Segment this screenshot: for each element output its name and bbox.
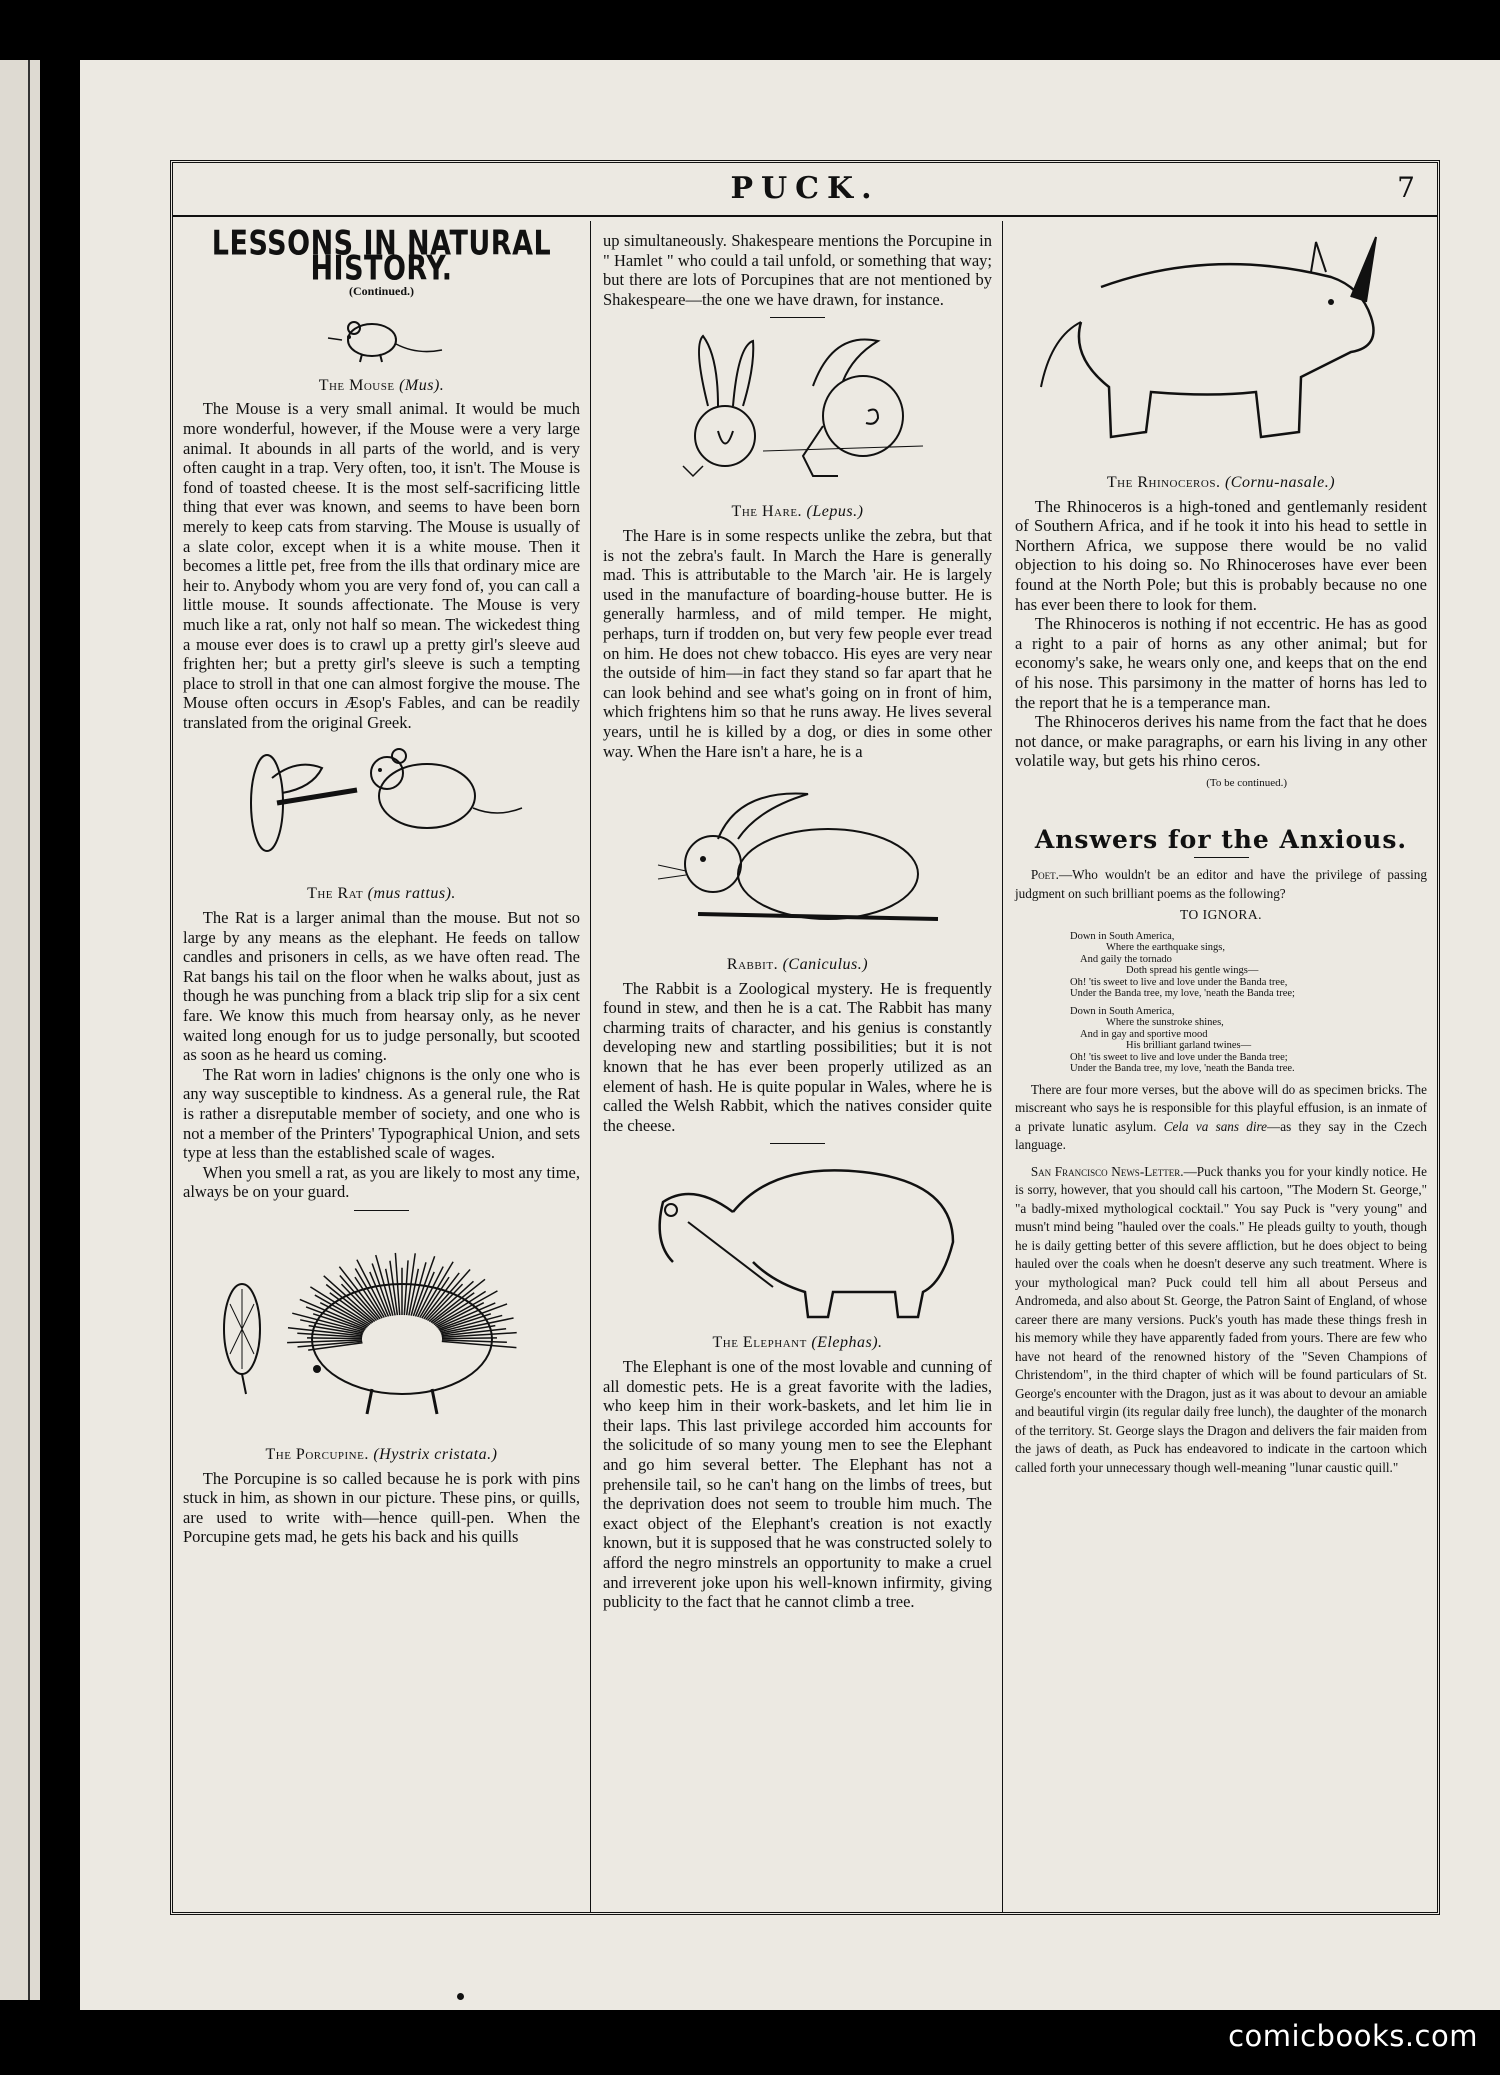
answers-heading: Answers for the Anxious. — [1034, 824, 1408, 854]
rabbit-paragraph: The Rabbit is a Zoological mystery. He is frequently found in stew, and then he is a cat. The Rabbit has many charming traits of character, and his genius is constantly developing new and startling possibilities; but it is not known that he has ever been properly utilized as an element of hash. He is quite popular in Wales, where he is called the Welsh Rabbit, which the natives consider quite the cheese. — [603, 978, 992, 1135]
newspaper-page — [80, 60, 1500, 2010]
sf-newsletter-answer: San Francisco News-Letter.—Puck thanks you for your kindly notice. He is sorry, however, that you should call his cartoon, "The Modern St. George," "a badly-mixed mythological cocktail." You say Puck is "very young" and musn't mind being "hauled over the coals." He pleads guilty to youth, though he is daily getting better of this severe affliction, but he does object to being hauled over the coals when he doesn't deserve any such treatment. Where is your mythological man? Puck could tell him all about Perseus and Andromeda, and also about St. George, the Patron Saint of England, of whose career there are many versions. Puck's youth has made these things fresh in his memory while they have apparently faded from yours. There are few who have not heard of the renowned history of the "Seven Champions of Christendom", in the third chapter of which will be found particulars of St. George's encounter with the Dragon, just as it was about to devour an amiable and beautiful virgin (its regular daily free lunch), the daughter of the monarch of the territory. St. George slays the Dragon and delivers the fair maiden from the jaws of death, as Puck has endeavored to indicate in the cartoon which called forth your unnecessary though well-meaning "lunar caustic quill." — [1015, 1163, 1427, 1475]
elephant-paragraph: The Elephant is one of the most lovable and cunning of all domestic pets. He is a great favorite with the ladies, who keep him in their work-baskets, and let him lie in their laps. This last privilege accorded him accounts for the solicitude of so many young men to see the Elephant and go him several better. The Elephant has not a prehensile tail, so he can't hang on the limbs of trees, but the deprivation does not seem to trouble him much. The exact object of the Elephant's creation is not exactly known, but it is supposed that he was constructed solely to afford the negro minstrels an opportunity to make a cruel and irreverent joke upon his well-known infirmity, giving publicity to the fact that he cannot climb a tree. — [603, 1357, 992, 1612]
elephant-caption: The Elephant (Elephas). — [712, 1334, 883, 1352]
elephant-illustration — [633, 1152, 963, 1327]
hare-illustration — [663, 326, 933, 496]
rabbit-illustration — [638, 779, 958, 949]
column-1 — [173, 221, 591, 1912]
poem-stanza-2: Down in South America, Where the sunstroke shines, And in gay and sportive mood His brilliant garland twines— Oh! 'tis sweet to live and love under the Banda tree; Under the Banda tree, my love, 'neath the Banda tree. — [1070, 1005, 1295, 1075]
rhinoceros-paragraph-1: The Rhinoceros is a high-toned and gentlemanly resident of Southern Africa, and if he took it into his head to settle in Northern Africa, we suppose there would be no valid objection to his doing so. No Rhinoceroses have ever been found at the North Pole; but this is probably because no one has ever been there to look for them. — [1015, 496, 1427, 614]
rat-trap-illustration — [237, 738, 527, 878]
ink-dot — [457, 1993, 464, 2000]
poem-title: TO IGNORA. — [1180, 907, 1262, 923]
poem-stanza-1: Down in South America, Where the earthquake sings, And gaily the tornado Doth spread his gentle wings— Oh! 'tis sweet to live and love under the Banda tree, Under the Banda tree, my love, 'neath the Banda tree; — [1070, 930, 1295, 1000]
rhinoceros-caption: The Rhinoceros. (Cornu-nasale.) — [1106, 474, 1336, 491]
continued-label: (Continued.) — [348, 284, 414, 299]
mouse-paragraph: The Mouse is a very small animal. It would be much more wonderful, however, if the Mouse were a very large animal. It abounds in all parts of the world, and is very often caught in a trap. Very often, too, it isn't. The Mouse is fond of toasted cheese. It is the most self-sacrificing little thing that ever was known, and seems to have been born merely to keep cats from starving. The Mouse is usually of a slate color, except when it is a white mouse. Then it becomes a little pet, free from the ills that ordinary mice are heir to. Anybody whom you are very fond of, you can call a little mouse. It sounds affectionate. The Mouse is very much like a rat, only not half so mean. The wickedest thing a mouse ever does is to crawl up a pretty girl's sleeve aud frighten her; but a pretty girl's sleeve is such a tempting place to stroll in that one can almost forgive the mouse. The Mouse often occurs in Æsop's Fables, and can be readily translated from the original Greek. — [183, 399, 580, 732]
watermark-text: comicbooks.com — [1228, 2019, 1478, 2053]
column-3 — [1005, 221, 1437, 1912]
porcupine-continued-paragraph: up simultaneously. Shakespeare mentions the Porcupine in " Hamlet " who could a tail unfold, or something that way; but there are lots of Porcupines that are not mentioned by Shakespeare—the one we have drawn, for instance. — [603, 231, 992, 309]
poet-answer: Poet.—Who wouldn't be an editor and have the privilege of passing judgment on such brilliant poems as the following? — [1015, 867, 1427, 901]
section-divider — [770, 1143, 825, 1144]
section-divider — [1194, 857, 1249, 858]
porcupine-paragraph: The Porcupine is so called because he is pork with pins stuck in him, as shown in our picture. These pins, or quills, are used to write with—hence quill-pen. When the Porcupine gets mad, he gets his back and his quills — [183, 1468, 580, 1547]
rabbit-caption: Rabbit. (Caniculus.) — [726, 956, 869, 974]
rhinoceros-illustration — [1031, 227, 1411, 467]
hare-paragraph: The Hare is in some respects unlike the zebra, but that is not the zebra's fault. In March the Hare is generally mad. This is attributable to the March 'air. He is largely used in the manufacture of boarding-house butter. He is generally harmless, and of mild temper. He might, perhaps, turn if trodden on, but very few people ever tread on him. He does not chew tobacco. His eyes are very near the outside of him—in fact they stand so far apart that he can look behind and see what's going on in front of him, which frightens him so that he runs away. He lives several years, until he is killed by a dog, or dies in some other way. When the Hare isn't a hare, he is a — [603, 525, 992, 761]
rat-paragraph-3: When you smell a rat, as you are likely to most any time, always be on your guard. — [183, 1162, 580, 1202]
masthead-rule — [173, 215, 1437, 217]
mouse-illustration — [312, 310, 452, 370]
section-divider — [770, 317, 825, 318]
adjacent-page-edge — [0, 60, 40, 2000]
rat-paragraph-1: The Rat is a larger animal than the mouse. But not so large by any means as the elephant. He feeds on tallow candles and prisoners in cells, as we have often read. The Rat bangs his tail on the floor when he walks about, just as though he was punching from a black trip slip for a six cent fare. We know this much from hearsay only, as he never waited long enough for us to judge personally, but scooted as soon as he heard us coming. — [183, 908, 580, 1065]
to-be-continued: (To be continued.) — [1206, 776, 1287, 789]
poem-comment: There are four more verses, but the above will do as specimen bricks. The miscreant who says he is responsible for this playful effusion, is an inmate of a private lunatic asylum. Cela va sans dire—as they say in the Czech language. — [1015, 1081, 1428, 1153]
mouse-caption: The Mouse (Mus). — [318, 376, 445, 394]
page-number: 7 — [1397, 171, 1415, 204]
rat-caption: The Rat (mus rattus). — [307, 885, 456, 903]
porcupine-caption: The Porcupine. (Hystrix cristata.) — [265, 1445, 498, 1463]
porcupine-illustration — [202, 1219, 562, 1439]
hare-caption: The Hare. (Lepus.) — [731, 503, 864, 521]
section-divider — [354, 1210, 409, 1211]
rhinoceros-paragraph-3: The Rhinoceros derives his name from the fact that he does not dance, or make paragraphs, or earn his living in any other volatile way, but gets his rhino ceros. — [1015, 712, 1428, 771]
column-2 — [593, 221, 1003, 1912]
rhinoceros-paragraph-2: The Rhinoceros is nothing if not eccentric. He has as good a right to a pair of horns as any other animal; but for economy's sake, he wears only one, and keeps that on the end of his nose. This parsimony in the matter of horns has led to the report that he is a temperance man. — [1015, 614, 1427, 712]
rat-paragraph-2: The Rat worn in ladies' chignons is the only one who is any way susceptible to kindness. As a general rule, the Rat is rather a disreputable member of society, and one who is not a member of the Printers' Typographical Union, and sets type at less than the established scale of wages. — [183, 1064, 580, 1163]
article-title: LESSONS IN NATURAL HISTORY. — [211, 224, 552, 288]
masthead-title: PUCK. — [730, 171, 880, 206]
page-frame — [170, 160, 1440, 1915]
